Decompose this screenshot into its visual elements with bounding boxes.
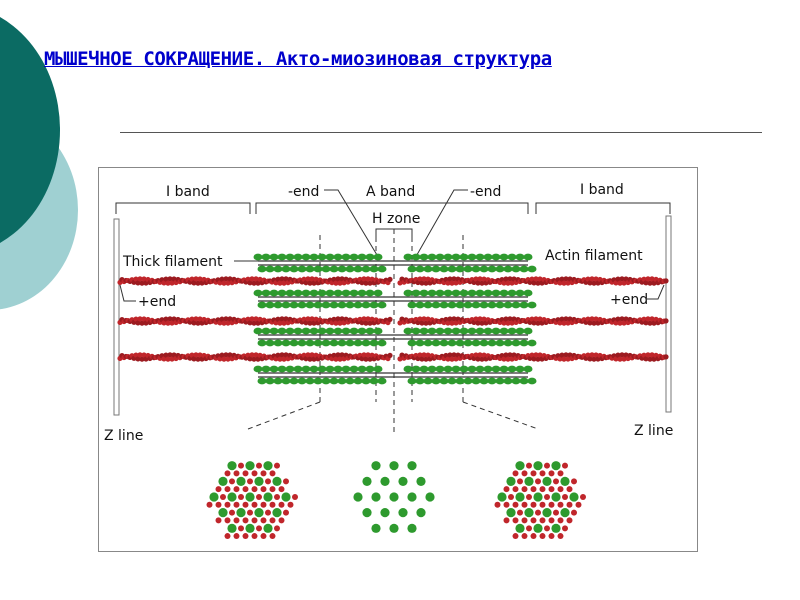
z-line-right — [666, 216, 671, 412]
i-band-left-label: I band — [166, 184, 210, 200]
sarcomere-diagram — [98, 167, 698, 552]
title-divider — [120, 132, 762, 133]
a-band-label: A band — [366, 184, 416, 200]
actin-filament-label: Actin filament — [545, 248, 643, 264]
thick-filament-label: Thick filament — [123, 254, 223, 270]
plus-end-left-label: +end — [138, 294, 177, 310]
plus-end-right-label: +end — [610, 292, 649, 308]
page-title: МЫШЕЧНОЕ СОКРАЩЕНИЕ. Акто-миозиновая структура — [44, 48, 552, 70]
minus-end-left-label: -end — [288, 184, 320, 200]
h-zone-label: H zone — [372, 211, 421, 227]
i-band-right-label: I band — [580, 182, 624, 198]
z-line-left — [114, 219, 119, 415]
minus-end-right-label: -end — [470, 184, 502, 200]
z-line-right-label: Z line — [634, 423, 674, 439]
z-line-left-label: Z line — [104, 428, 144, 444]
